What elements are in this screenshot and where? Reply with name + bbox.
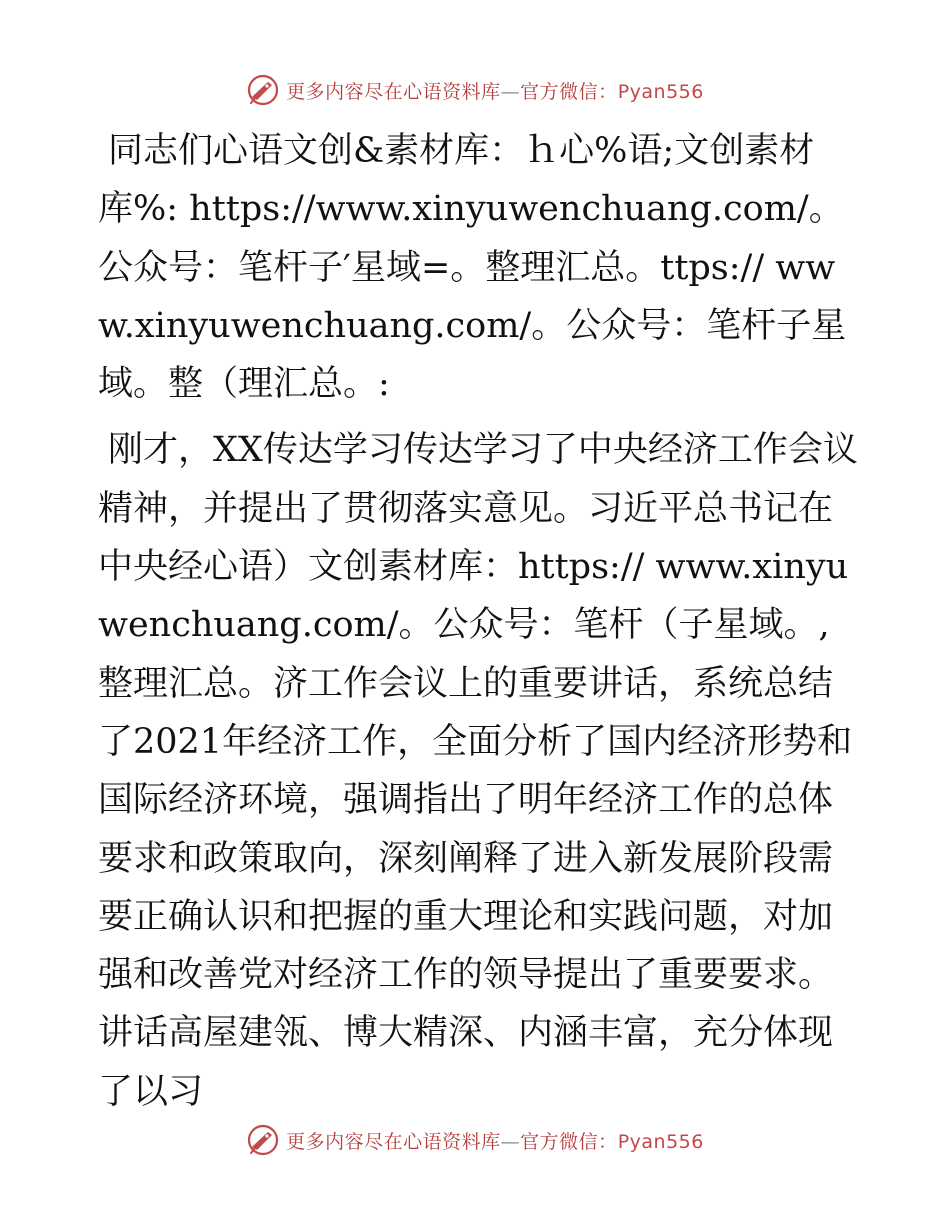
paragraph-1: 同志们心语文创&素材库：ｈ心%语;文创素材库%: https://www.xinyuwenchuang.com/。公众号：笔杆子′星域=。整理汇总。ttps:// www.xinyuwenchuang.com/。公众号：笔杆子星域。整（理汇总。: — [98, 131, 847, 405]
footer-banner-dash: — — [500, 1130, 521, 1153]
document-body — [98, 122, 858, 1121]
header-banner-wechat: Pyan556 — [617, 80, 704, 103]
header-banner — [0, 70, 950, 110]
header-banner-main: 更多内容尽在心语资料库 — [286, 80, 501, 103]
footer-banner-wechat: Pyan556 — [617, 1130, 704, 1153]
footer-banner-label: 官方微信： — [520, 1130, 618, 1153]
footer-banner — [0, 1120, 950, 1160]
footer-banner-main: 更多内容尽在心语资料库 — [286, 1130, 501, 1153]
header-banner-label: 官方微信： — [520, 80, 618, 103]
paragraph-2: 刚才，XX传达学习传达学习了中央经济工作会议精神，并提出了贯彻落实意见。习近平总书记在中央经心语）文创素材库：https:// www.xinyuwenchuang.com/。公众号：笔杆（子星域。,整理汇总。济工作会议上的重要讲话，系统总结了2021年经济工作，全面分析了国内经济形势和国际经济环境，强调指出了明年经济工作的总体要求和政策取向，深刻阐释了进入新发展阶段需要正确认识和把握的重大理论和实践问题，对加强和改善党对经济工作的领导提出了重要要求。讲话高屋建瓴、博大精深、内涵丰富，充分体现了以习 — [98, 430, 858, 1112]
header-banner-dash: — — [500, 80, 521, 103]
pen-nib-circle-icon — [246, 1123, 280, 1157]
pen-nib-circle-icon — [246, 73, 280, 107]
footer-banner-text — [286, 1127, 704, 1154]
header-banner-text — [286, 77, 704, 104]
